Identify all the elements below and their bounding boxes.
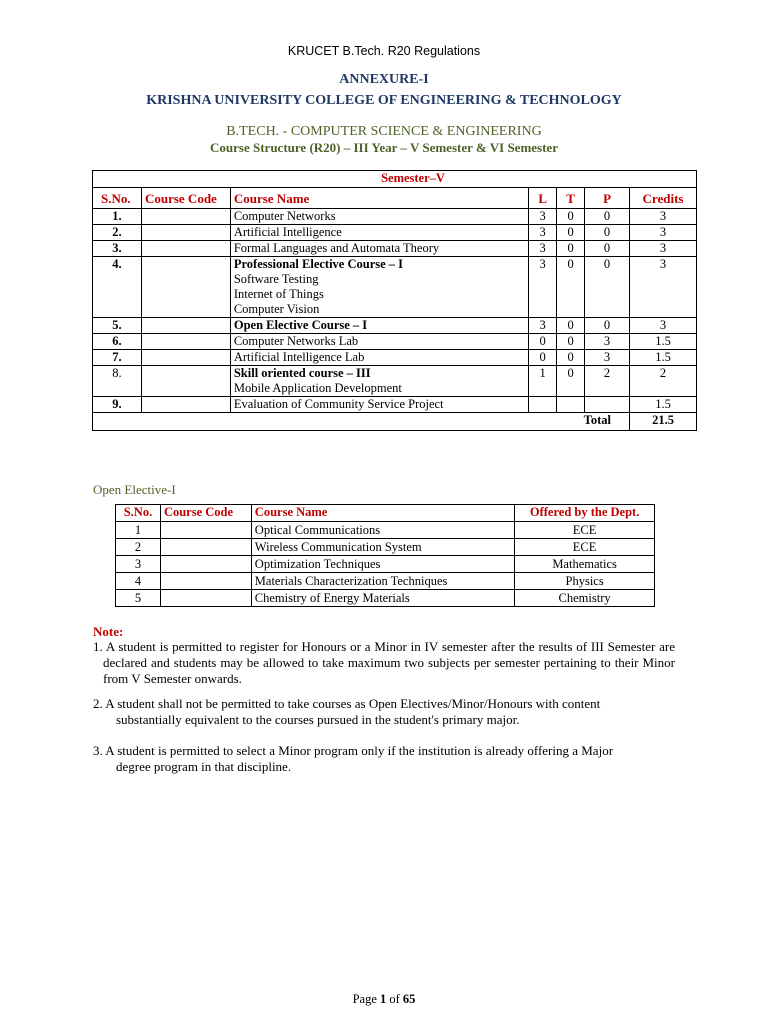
row-p xyxy=(585,397,630,413)
structure-title: Course Structure (R20) – III Year – V Semester & VI Semester xyxy=(210,140,558,155)
row-p: 2 xyxy=(585,366,630,397)
row-p: 0 xyxy=(585,257,630,318)
row-course-code xyxy=(141,334,230,350)
row-course-code xyxy=(141,318,230,334)
row-l: 1 xyxy=(529,366,557,397)
row-t: 0 xyxy=(557,318,585,334)
table-row xyxy=(93,318,697,334)
row-p: 3 xyxy=(585,334,630,350)
course-name-line: Computer Networks xyxy=(233,209,336,223)
course-name-line: Skill oriented course – III xyxy=(233,366,371,380)
row-course-name xyxy=(230,257,528,318)
oe-row-code xyxy=(160,539,251,556)
row-credits: 3 xyxy=(630,209,697,225)
footer-page-number: 1 xyxy=(380,992,387,1006)
oe-header-row xyxy=(116,505,655,522)
program-title: B.TECH. - COMPUTER SCIENCE & ENGINEERING xyxy=(226,124,542,139)
note-3 xyxy=(93,743,693,775)
table-row xyxy=(93,225,697,241)
footer-total-pages: 65 xyxy=(402,992,416,1006)
note-2-line-2: substantially equivalent to the courses pursued in the student's primary major. xyxy=(116,712,520,727)
row-credits: 1.5 xyxy=(630,334,697,350)
row-p: 0 xyxy=(585,241,630,257)
row-t: 0 xyxy=(557,350,585,366)
course-name-line: Professional Elective Course – I xyxy=(233,257,404,271)
total-row xyxy=(93,413,697,431)
row-sno: 5. xyxy=(93,318,142,334)
row-l xyxy=(529,397,557,413)
header-p: P xyxy=(585,188,630,209)
total-credits: 21.5 xyxy=(630,413,697,431)
table-row xyxy=(93,397,697,413)
note-2 xyxy=(93,696,693,728)
course-name-line: Formal Languages and Automata Theory xyxy=(233,241,440,255)
header-credits: Credits xyxy=(630,188,697,209)
note-1-text: 1. A student is permitted to register for Honours or a Minor in IV semester after the results of III Semester are declared and students may be allowed to take maximum two subjects per semester pertaining to their Minor from V Semester onwards. xyxy=(93,639,675,686)
table-row xyxy=(93,366,697,397)
row-l: 0 xyxy=(529,350,557,366)
semester-table xyxy=(92,170,697,431)
row-t: 0 xyxy=(557,366,585,397)
row-credits: 3 xyxy=(630,257,697,318)
oe-row-code xyxy=(160,590,251,607)
oe-row-sno: 2 xyxy=(116,539,161,556)
row-p: 0 xyxy=(585,225,630,241)
oe-row-name: Optical Communications xyxy=(251,522,514,539)
row-l: 3 xyxy=(529,318,557,334)
header-l: L xyxy=(529,188,557,209)
row-l: 3 xyxy=(529,241,557,257)
row-t xyxy=(557,397,585,413)
row-l: 3 xyxy=(529,225,557,241)
row-course-name xyxy=(230,241,528,257)
table-row xyxy=(93,334,697,350)
row-l: 0 xyxy=(529,334,557,350)
row-t: 0 xyxy=(557,257,585,318)
table-row xyxy=(93,209,697,225)
course-option-line: Mobile Application Development xyxy=(233,381,402,395)
oe-table-row xyxy=(116,539,655,556)
row-course-name xyxy=(230,366,528,397)
oe-row-dept: Physics xyxy=(515,573,655,590)
row-p: 3 xyxy=(585,350,630,366)
oe-row-name: Chemistry of Energy Materials xyxy=(251,590,514,607)
row-course-code xyxy=(141,397,230,413)
header-code: Course Code xyxy=(141,188,230,209)
oe-row-dept: ECE xyxy=(515,522,655,539)
row-l: 3 xyxy=(529,209,557,225)
note-1 xyxy=(93,639,675,687)
row-credits: 2 xyxy=(630,366,697,397)
oe-table-row xyxy=(116,556,655,573)
page-footer xyxy=(0,992,768,1007)
row-course-code xyxy=(141,350,230,366)
course-option-line: Computer Vision xyxy=(233,302,320,316)
total-label: Total xyxy=(93,413,630,431)
row-course-code xyxy=(141,209,230,225)
row-course-code xyxy=(141,225,230,241)
row-t: 0 xyxy=(557,241,585,257)
note-label: Note: xyxy=(93,624,124,639)
oe-row-dept: ECE xyxy=(515,539,655,556)
oe-row-name: Wireless Communication System xyxy=(251,539,514,556)
footer-page-word: Page xyxy=(352,992,377,1006)
row-course-code xyxy=(141,257,230,318)
annexure-title: ANNEXURE-I xyxy=(339,72,429,87)
oe-row-dept: Mathematics xyxy=(515,556,655,573)
row-sno: 2. xyxy=(93,225,142,241)
oe-row-code xyxy=(160,573,251,590)
course-name-line: Artificial Intelligence xyxy=(233,225,342,239)
table-header-row xyxy=(93,188,697,209)
oe-table-row xyxy=(116,573,655,590)
course-name-line: Artificial Intelligence Lab xyxy=(233,350,365,364)
header-name: Course Name xyxy=(230,188,528,209)
row-course-code xyxy=(141,366,230,397)
row-p: 0 xyxy=(585,318,630,334)
footer-of-word: of xyxy=(389,992,400,1006)
oe-table-row xyxy=(116,522,655,539)
row-p: 0 xyxy=(585,209,630,225)
oe-row-name: Optimization Techniques xyxy=(251,556,514,573)
note-3-line-2: degree program in that discipline. xyxy=(116,759,292,774)
open-elective-table xyxy=(115,504,655,607)
table-row xyxy=(93,257,697,318)
row-sno: 7. xyxy=(93,350,142,366)
oe-header-dept: Offered by the Dept. xyxy=(515,505,655,522)
row-sno: 4. xyxy=(93,257,142,318)
note-2-line-1: 2. A student shall not be permitted to take courses as Open Electives/Minor/Honours with content xyxy=(93,696,601,711)
oe-row-dept: Chemistry xyxy=(515,590,655,607)
row-course-name xyxy=(230,318,528,334)
table-row xyxy=(93,350,697,366)
oe-row-sno: 1 xyxy=(116,522,161,539)
course-name-line: Open Elective Course – I xyxy=(233,318,368,332)
row-t: 0 xyxy=(557,209,585,225)
row-credits: 3 xyxy=(630,241,697,257)
row-sno: 3. xyxy=(93,241,142,257)
semester-caption: Semester–V xyxy=(93,171,697,188)
oe-row-sno: 5 xyxy=(116,590,161,607)
row-credits: 3 xyxy=(630,225,697,241)
oe-row-code xyxy=(160,556,251,573)
oe-header-sno: S.No. xyxy=(116,505,161,522)
row-t: 0 xyxy=(557,334,585,350)
oe-row-sno: 4 xyxy=(116,573,161,590)
course-name-line: Evaluation of Community Service Project xyxy=(233,397,444,411)
oe-header-code: Course Code xyxy=(160,505,251,522)
header-sno: S.No. xyxy=(93,188,142,209)
university-title: KRISHNA UNIVERSITY COLLEGE OF ENGINEERING & TECHNOLOGY xyxy=(146,93,622,108)
row-l: 3 xyxy=(529,257,557,318)
course-option-line: Software Testing xyxy=(233,272,319,286)
row-course-name xyxy=(230,397,528,413)
table-row xyxy=(93,241,697,257)
row-sno: 6. xyxy=(93,334,142,350)
note-3-line-1: 3. A student is permitted to select a Minor program only if the institution is already offering a Major xyxy=(93,743,614,758)
oe-header-name: Course Name xyxy=(251,505,514,522)
row-course-code xyxy=(141,241,230,257)
oe-row-name: Materials Characterization Techniques xyxy=(251,573,514,590)
row-credits: 1.5 xyxy=(630,350,697,366)
oe-row-code xyxy=(160,522,251,539)
oe-row-sno: 3 xyxy=(116,556,161,573)
oe-table-row xyxy=(116,590,655,607)
row-course-name xyxy=(230,225,528,241)
running-header: KRUCET B.Tech. R20 Regulations xyxy=(287,44,481,58)
row-sno: 1. xyxy=(93,209,142,225)
course-option-line: Internet of Things xyxy=(233,287,324,301)
row-t: 0 xyxy=(557,225,585,241)
row-course-name xyxy=(230,334,528,350)
row-sno: 9. xyxy=(93,397,142,413)
row-credits: 1.5 xyxy=(630,397,697,413)
open-elective-heading: Open Elective-I xyxy=(93,482,176,497)
row-credits: 3 xyxy=(630,318,697,334)
row-course-name xyxy=(230,350,528,366)
course-name-line: Computer Networks Lab xyxy=(233,334,359,348)
header-t: T xyxy=(557,188,585,209)
row-course-name xyxy=(230,209,528,225)
row-sno: 8. xyxy=(93,366,142,397)
